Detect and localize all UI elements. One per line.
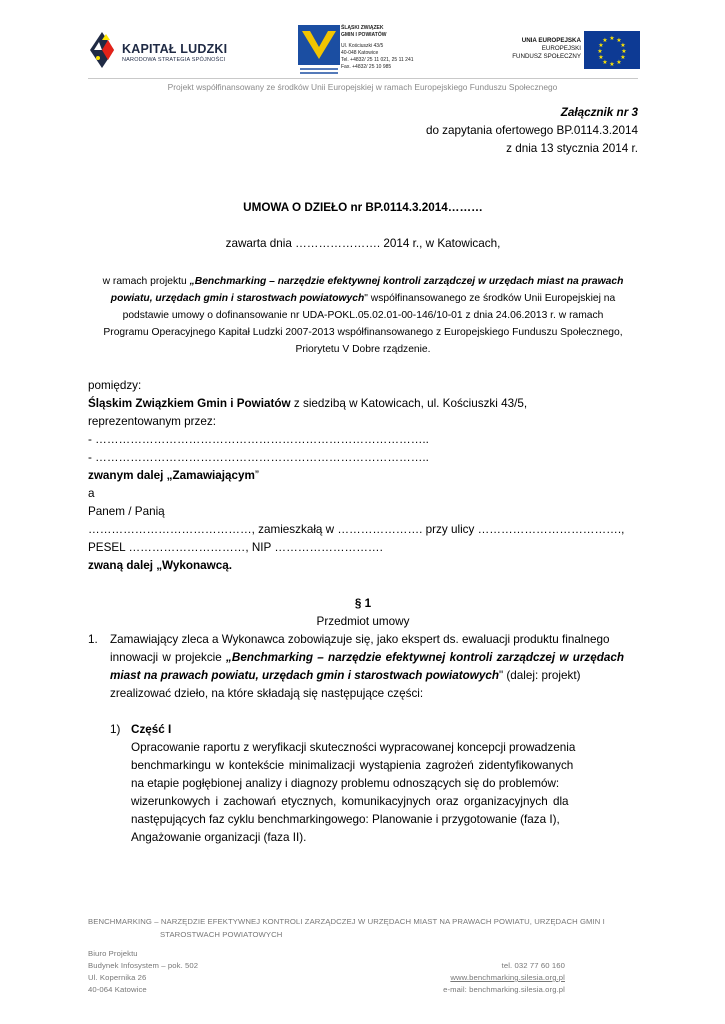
svg-text:★: ★ xyxy=(620,54,626,61)
footer-project-title-1: BENCHMARKING – NARZĘDZIE EFEKTYWNEJ KONTROLI ZARZĄDCZEJ W URZĘDACH MIAST NA PRAWACH POWIATU, URZĘDACH GMIN I xyxy=(88,917,605,926)
svg-text:★: ★ xyxy=(598,54,604,61)
part-1-line-5: następujących faz cyklu benchmarkingowego: Planowanie i przygotowanie (faza I), xyxy=(131,813,560,826)
footer-office-line: Budynek Infosystem – pok. 502 xyxy=(88,961,199,970)
szgp-address-line: Ul. Kościuszki 43/5 xyxy=(341,43,384,49)
eu-flag-icon xyxy=(584,31,640,69)
ue-text-block xyxy=(505,37,581,61)
intro-line-3: podstawie umowy o dofinansowanie nr UDA-POKL.05.02.01-00-146/10-01 z dnia 24.06.2013 r. w ramach xyxy=(122,310,604,321)
szgp-contact-block xyxy=(341,25,414,71)
svg-text:★: ★ xyxy=(620,42,626,49)
item-1-line-1: Zamawiający zleca a Wykonawca zobowiązuje się, jako ekspert ds. ewaluacji produktu finalnego xyxy=(110,633,610,646)
footer-office-line: Biuro Projektu xyxy=(88,949,138,958)
annex-reference: do zapytania ofertowego BP.0114.3.2014 xyxy=(425,124,638,137)
project-cofinancing-line: Projekt współfinansowany ze środków Unii Europejskiej w ramach Europejskiego Funduszu Społecznego xyxy=(167,82,558,92)
szgp-name-line: GMIN I POWIATÓW xyxy=(341,32,387,38)
footer-website-link[interactable]: www.benchmarking.silesia.org.pl xyxy=(450,973,565,982)
footer-office-line: 40-064 Katowice xyxy=(88,985,147,994)
representative-blank-2: - ………………………………………………………………………….. xyxy=(88,451,429,464)
part-1-title: Część I xyxy=(131,723,172,736)
section-1-sign: § 1 xyxy=(354,597,372,610)
annex-title: Załącznik nr 3 xyxy=(560,106,638,119)
intro-line-4: Programu Operacyjnego Kapitał Ludzki 2007-2013 współfinansowanego z Europejskiego Funduszu Społecznego, xyxy=(103,327,623,338)
contract-title: UMOWA O DZIEŁO nr BP.0114.3.2014……… xyxy=(243,201,483,214)
representative-blank-1: - ………………………………………………………………………….. xyxy=(88,433,429,446)
intro-line-5: Priorytetu V Dobre rządzenie. xyxy=(295,344,431,355)
svg-text:★: ★ xyxy=(621,48,627,55)
svg-text:★: ★ xyxy=(598,42,604,49)
part-1-number: 1) xyxy=(110,723,121,736)
parties-organization: Śląskim Związkiem Gmin i Powiatów z siedzibą w Katowicach, ul. Kościuszki 43/5, xyxy=(88,397,528,410)
item-1-number: 1. xyxy=(88,633,98,646)
footer-project-title-2: STAROSTWACH POWIATOWYCH xyxy=(160,930,283,939)
svg-text:★: ★ xyxy=(602,59,608,66)
parties-and: a xyxy=(88,487,95,500)
part-1-line-2: benchmarkingu w kontekście minimalizacji wystąpienia zagrożeń zidentyfikowanych xyxy=(131,759,574,772)
szgp-address-line: 40-048 Katowice xyxy=(341,50,379,56)
item-1-line-3: miast na prawach powiatu, urzędach gmin i starostwach powiatowych" (dalej: projekt) xyxy=(110,669,581,682)
svg-text:★: ★ xyxy=(616,59,622,66)
szgp-address-line: Tel. +4832/ 25 11 021, 25 11 241 xyxy=(341,57,414,63)
annex-date: z dnia 13 stycznia 2014 r. xyxy=(506,142,638,155)
part-1-line-4: wizerunkowych i zachowań etycznych, komunikacyjnych oraz organizacyjnych dla xyxy=(131,795,569,808)
footer-office-line: Ul. Kopernika 26 xyxy=(88,973,147,982)
part-1-line-3: na etapie pogłębionej analizy i diagnozy problemu odnoszących się do problemów: xyxy=(131,777,560,790)
svg-text:★: ★ xyxy=(602,37,608,44)
svg-text:★: ★ xyxy=(597,48,603,55)
parties-between: pomiędzy: xyxy=(88,379,142,392)
ue-line: UNIA EUROPEJSKA xyxy=(521,37,581,44)
szgp-name-line: ŚLĄSKI ZWIĄZEK xyxy=(341,25,384,31)
parties-represented: reprezentowanym przez: xyxy=(88,415,216,428)
svg-text:★: ★ xyxy=(609,61,615,68)
kapital-ludzki-title: KAPITAŁ LUDZKI xyxy=(122,42,228,56)
intro-line-2: powiatu, urzędach gmin i starostwach powiatowych" współfinansowanego ze środków Unii Europejskiej na xyxy=(110,293,616,304)
szgp-address-line: Fax. +4832/ 25 10 985 xyxy=(341,64,392,70)
contractor-designation: zwaną dalej „Wykonawcą. xyxy=(88,559,232,572)
kapital-ludzki-subtitle: NARODOWA STRATEGIA SPÓJNOŚCI xyxy=(122,57,226,63)
footer-email: e-mail: benchmarking.silesia.org.pl xyxy=(443,985,565,994)
intro-line-1: w ramach projektu „Benchmarking – narzędzie efektywnej kontroli zarządczej w urzędach miast na prawach xyxy=(102,276,624,287)
ue-line: EUROPEJSKI xyxy=(541,45,581,52)
footer-phone: tel. 032 77 60 160 xyxy=(501,961,565,970)
client-designation: zwanym dalej „Zamawiającym” xyxy=(88,469,259,482)
contract-concluded-line: zawarta dnia …………………. 2014 r., w Katowicach, xyxy=(225,237,501,250)
szgp-logo xyxy=(298,25,340,77)
contractor-address-blank: ……………………………………, zamieszkałą w …………………. przy ulicy ………………………………., xyxy=(88,523,625,536)
contractor-pesel-nip-blank: PESEL …………………………, NIP ………………………. xyxy=(88,541,383,554)
svg-text:★: ★ xyxy=(609,35,615,42)
item-1-line-4: zrealizować dzieło, na które składają się następujące części: xyxy=(110,687,424,700)
section-1-title: Przedmiot umowy xyxy=(316,615,410,628)
item-1-line-2: innowacji w projekcie „Benchmarking – narzędzie efektywnej kontroli zarządczej w urzędach xyxy=(110,651,625,664)
part-1-line-6: Angażowanie organizacji (faza II). xyxy=(131,831,307,844)
parties-sir-madam: Panem / Panią xyxy=(88,505,165,518)
header-divider xyxy=(88,78,638,79)
part-1-line-1: Opracowanie raportu z weryfikacji skuteczności wypracowanej koncepcji prowadzenia xyxy=(131,741,576,754)
svg-text:★: ★ xyxy=(616,37,622,44)
ue-line: FUNDUSZ SPOŁECZNY xyxy=(512,53,581,60)
